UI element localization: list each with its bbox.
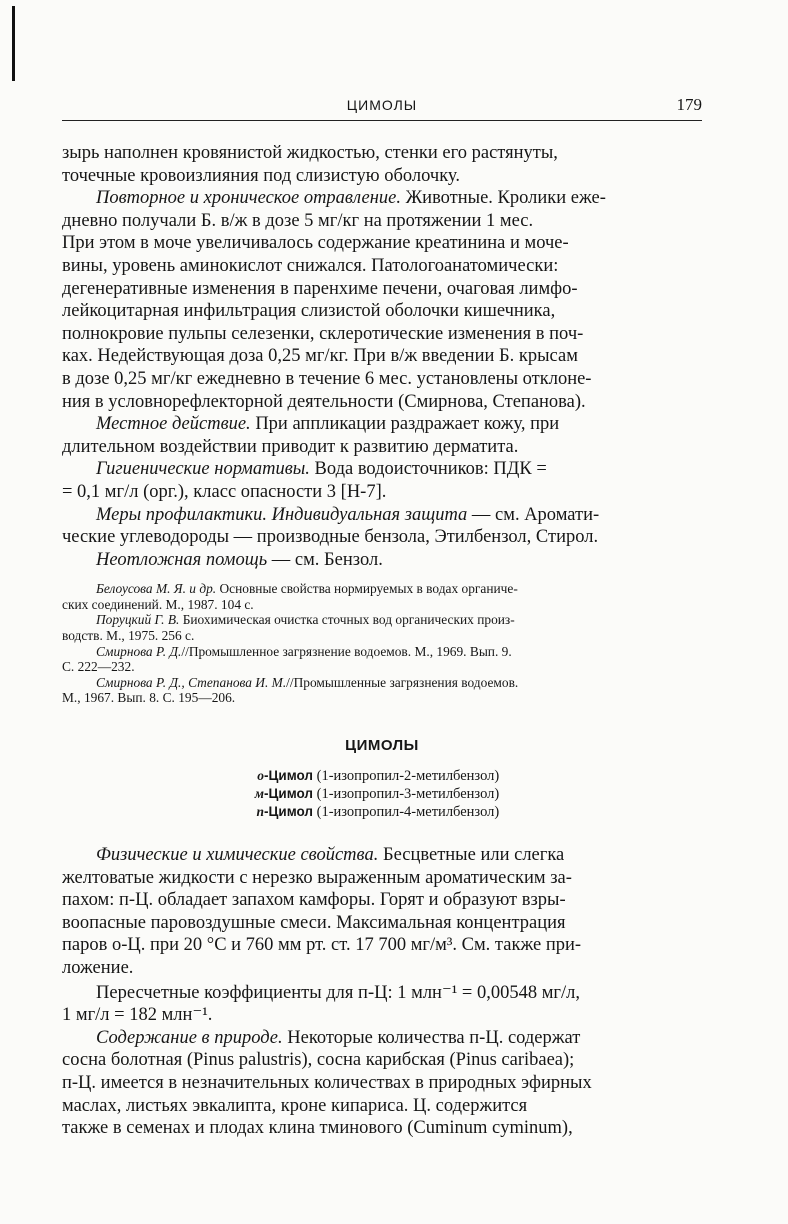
reference-author: Поруцкий Г. В. (96, 612, 180, 628)
text-line: лейкоцитарная инфильтрация слизистой оболочки кишечника, (62, 301, 556, 322)
reference-cont: С. 222—232. (62, 659, 135, 675)
page-number: 179 (676, 95, 702, 114)
isomer-name: -Цимол (264, 768, 313, 783)
running-title: ЦИМОЛЫ (346, 97, 418, 113)
reference-entry (62, 612, 702, 628)
isomer-desc: (1-изопропил-2-метилбензол) (316, 768, 500, 784)
page-header (62, 97, 702, 121)
reference-entry (62, 675, 702, 691)
text-line: При этом в моче увеличивалось содержание креатинина и моче- (62, 233, 569, 254)
reference-text: //Промышленные загрязнения водоемов. (286, 674, 519, 690)
isomer-desc: (1-изопропил-4-метилбензол) (316, 804, 500, 820)
reference-entry (62, 644, 702, 660)
text-line: также в семенах и плодах клина тминового (Cuminum cyminum), (62, 1118, 573, 1139)
paragraph-properties (62, 844, 702, 867)
text-line: воопасные паровоздушные смеси. Максимальная концентрация (62, 912, 566, 933)
reference-cont: М., 1967. Вып. 8. С. 195—206. (62, 690, 236, 706)
section-title: ЦИМОЛЫ (345, 737, 419, 754)
paragraph-repeated-poisoning (62, 187, 702, 210)
text-line: паров о-Ц. при 20 °С и 760 мм рт. ст. 17 700 мг/м³. См. также при- (62, 935, 582, 956)
reference-author: Смирнова Р. Д. (96, 643, 182, 659)
text-line: ния в условнорефлекторной деятельности (Смирнова, Степанова). (62, 391, 586, 412)
text-line: желтоватые жидкости с нерезко выраженным ароматическим за- (62, 867, 572, 888)
text-line: сосна болотная (Pinus palustris), сосна карибская (Pinus caribaea); (62, 1050, 575, 1071)
text-run: Некоторые количества п-Ц. содержат (282, 1027, 581, 1048)
margin-rule (12, 6, 15, 81)
reference-author: Смирнова Р. Д., Степанова И. М. (96, 674, 287, 690)
header-rule (62, 120, 702, 121)
text-line: маслах, листьях эвкалипта, кроне кипариса. Ц. содержится (62, 1095, 528, 1116)
isomer-row (228, 803, 499, 821)
reference-cont: водств. М., 1975. 256 с. (62, 628, 195, 644)
text-line: зырь наполнен кровянистой жидкостью, стенки его растянуты, (62, 143, 558, 163)
isomer-name: -Цимол (264, 786, 313, 801)
text-line: ческие углеводороды — производные бензола, Этилбензол, Стирол. (62, 527, 599, 548)
paragraph-lead: Гигиенические нормативы. (96, 459, 310, 480)
text-run: — см. Бензол. (267, 549, 383, 570)
paragraph-lead: Повторное и хроническое отравление. (96, 188, 401, 209)
paragraph-local-action (62, 413, 702, 436)
reference-author: Белоусова М. Я. и др. (96, 581, 217, 597)
body-text-top (62, 142, 702, 706)
reference-entry (62, 581, 702, 597)
isomer-row (228, 767, 499, 785)
text-line: 1 мг/л = 182 млн⁻¹. (62, 1005, 213, 1026)
text-line: длительном воздействии приводит к развитию дерматита. (62, 436, 519, 457)
reference-text: //Промышленное загрязнение водоемов. М., 1969. Вып. 9. (181, 643, 512, 659)
isomer-name: -Цимол (264, 804, 313, 819)
text-run: Животные. Кролики еже- (400, 188, 606, 209)
text-line: дегенеративные изменения в паренхиме печени, очаговая лимфо- (62, 278, 578, 299)
paragraph-lead: Неотложная помощь (96, 549, 268, 570)
isomer-prefix: п (256, 804, 265, 819)
text-line: полнокровие пульпы селезенки, склеротические изменения в поч- (62, 323, 584, 344)
text-run: — см. Аромати- (467, 504, 600, 525)
paragraph-conversion: Пересчетные коэффициенты для п-Ц: 1 млн⁻¹ = 0,00548 мг/л, (96, 982, 580, 1003)
text-line: вины, уровень аминокислот снижался. Патологоанатомически: (62, 255, 559, 276)
text-run: При аппликации раздражает кожу, при (250, 414, 560, 435)
paragraph-nature (62, 1027, 702, 1050)
text-run: Бесцветные или слегка (378, 845, 565, 865)
paragraph-lead: Содержание в природе. (96, 1027, 283, 1048)
paragraph-lead: Физические и химические свойства. (96, 845, 379, 865)
body-text-bottom (62, 844, 702, 1140)
text-line: в дозе 0,25 мг/кг ежедневно в течение 6 мес. установлены отклоне- (62, 368, 592, 389)
text-line: пахом: п-Ц. обладает запахом камфоры. Горят и образуют взры- (62, 890, 566, 911)
text-line: точечные кровоизлияния под слизистую оболочку. (62, 165, 460, 186)
reference-cont: ских соединений. М., 1987. 104 с. (62, 596, 254, 612)
text-run: Вода водоисточников: ПДК = (309, 459, 547, 480)
text-line: п-Ц. имеется в незначительных количествах в природных эфирных (62, 1072, 592, 1093)
paragraph-hygiene-standards (62, 458, 702, 481)
isomer-desc: (1-изопропил-3-метилбензол) (316, 786, 500, 802)
reference-text: Основные свойства нормируемых в водах органиче- (216, 581, 518, 597)
text-line: = 0,1 мг/л (орг.), класс опасности 3 [Н-7]. (62, 481, 387, 502)
isomer-prefix: м (254, 786, 265, 801)
paragraph-prevention (62, 504, 702, 527)
text-line: ках. Недействующая доза 0,25 мг/кг. При в/ж введении Б. крысам (62, 346, 578, 367)
paragraph-first-aid (62, 549, 702, 572)
reference-text: Биохимическая очистка сточных вод органических произ- (179, 612, 515, 628)
paragraph-lead: Меры профилактики. Индивидуальная защита (96, 504, 468, 525)
text-line: дневно получали Б. в/ж в дозе 5 мг/кг на протяжении 1 мес. (62, 210, 534, 231)
isomer-row (228, 785, 499, 803)
isomer-list (228, 767, 499, 821)
paragraph-lead: Местное действие. (96, 414, 251, 435)
isomer-prefix: о (257, 768, 265, 783)
text-line: ложение. (62, 957, 134, 978)
